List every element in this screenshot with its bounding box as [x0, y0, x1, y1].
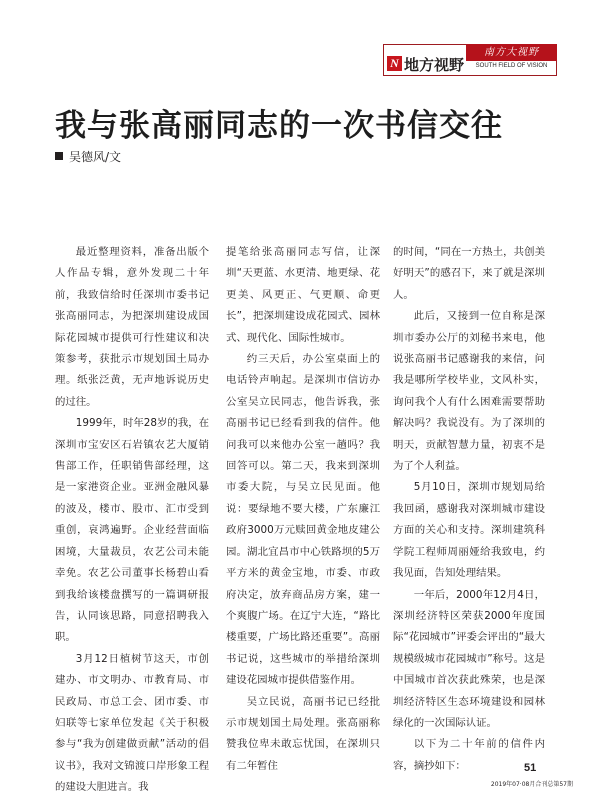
paragraph: 3月12日植树节这天，市创建办、市文明办、市教育局、市民政局、市总工会、团市委、市妇联等七家单位发起《关于积极参与“我为创建做贡献”活动的倡议书》，我对文锦渡口岸形象工程的建设大胆进言。我 — [55, 652, 209, 794]
paragraph: 提笔给张高丽同志写信，让深圳“天更蓝、水更清、地更绿、花更美、风更正、气更顺、命更长”，把深圳建设成花园式、园林式、现代化、国际性城市。 — [226, 246, 380, 344]
page-number: 51 — [524, 762, 537, 774]
issue-info: 2019年07·08月合刊总第57期 — [490, 781, 573, 788]
paragraph: 1999年，时年28岁的我，在深圳市宝安区石岩镇农艺大厦销售部工作，任职销售部经理，这是一家港资企业。亚洲金融风暴的波及，楼市、股市、汇市受到重创，哀鸿遍野。企业经营面临困境，大量裁员，农艺公司未能幸免。农艺公司董事长杨碧山看到我给该楼盘撰写的一篇调研报告，认同该思路，同意招聘我入职。 — [55, 417, 209, 644]
magazine-brand-en: SOUTH FIELD OF VISION — [475, 63, 548, 69]
paragraph: 最近整理资料，准备出版个人作品专辑，意外发现二十年前，我致信给时任深圳市委书记张高丽同志，为把深圳建设成国际花园城市提供可行性建议和决策参考，获批示市规划国土局办理。纸张泛黄，无声地诉说历史的过往。 — [55, 246, 209, 408]
paragraph: 以下为二十年前的信件内容，摘抄如下： — [393, 738, 545, 772]
paragraph: 5月10日，深圳市规划局给我回函，感谢我对深圳城市建设方面的关心和支持。深圳建筑科学院工程师周丽娅给我致电，约我见面，告知处理结果。 — [393, 481, 545, 580]
paragraph: 约三天后，办公室桌面上的电话铃声响起。是深圳市信访办公室吴立民同志，他告诉我，张高丽书记已经看到我的信件。他问我可以来他办公室一趟吗？我回答可以。第二天，我来到深圳市委大院，与吴立民见面。他说：要绿地不要大楼，广东廉江政府3000万元赎回黄金地皮建公园。湖北宜昌市中心铁路坝的5万平方米的黄金宝地，市委、市政府决定，放弃商品房方案，建一个爽腹广场。在辽宁大连，“路比楼重要，广场比路还重要”。高丽书记说，这些城市的举措给深圳建设花园城市提供借鉴作用。 — [226, 353, 380, 687]
byline — [55, 148, 121, 165]
article-column-1 — [55, 242, 209, 799]
byline-author: 吴德风/文 — [69, 150, 122, 164]
paragraph: 此后，又接到一位自称是深圳市委办公厅的刘秘书来电，他说张高丽书记感谢我的来信，问我是哪所学校毕业，文风朴实，询问我个人有什么困难需要帮助解决吗？我说没有。为了深圳的明天，贡献智慧力量，初衷不是为了个人利益。 — [393, 310, 545, 473]
paragraph: 吴立民说，高丽书记已经批示市规划国土局处理。张高丽称赞我位卑未敢忘忧国，在深圳只有二年暂住 — [226, 695, 380, 772]
article-column-2 — [226, 242, 380, 777]
article-title: 我与张高丽同志的一次书信交往 — [55, 108, 503, 144]
section-logo-mark: N — [387, 56, 402, 71]
section-title: 地方视野 — [404, 56, 465, 74]
paragraph: 的时间，“同在一方热土，共创美好明天”的感召下，来了就是深圳人。 — [393, 246, 545, 301]
magazine-brand-cn: 南方大视野 — [466, 44, 557, 61]
byline-bullet-icon — [55, 152, 63, 160]
paragraph: 一年后，2000年12月4日，深圳经济特区荣获2000年度国际“花园城市”评委会评出的“最大规模级城市花园城市”称号。这是中国城市首次获此殊荣，也是深圳经济特区生态环境建设和园林绿化的一次国际认证。 — [393, 588, 545, 729]
article-column-3 — [393, 242, 545, 777]
